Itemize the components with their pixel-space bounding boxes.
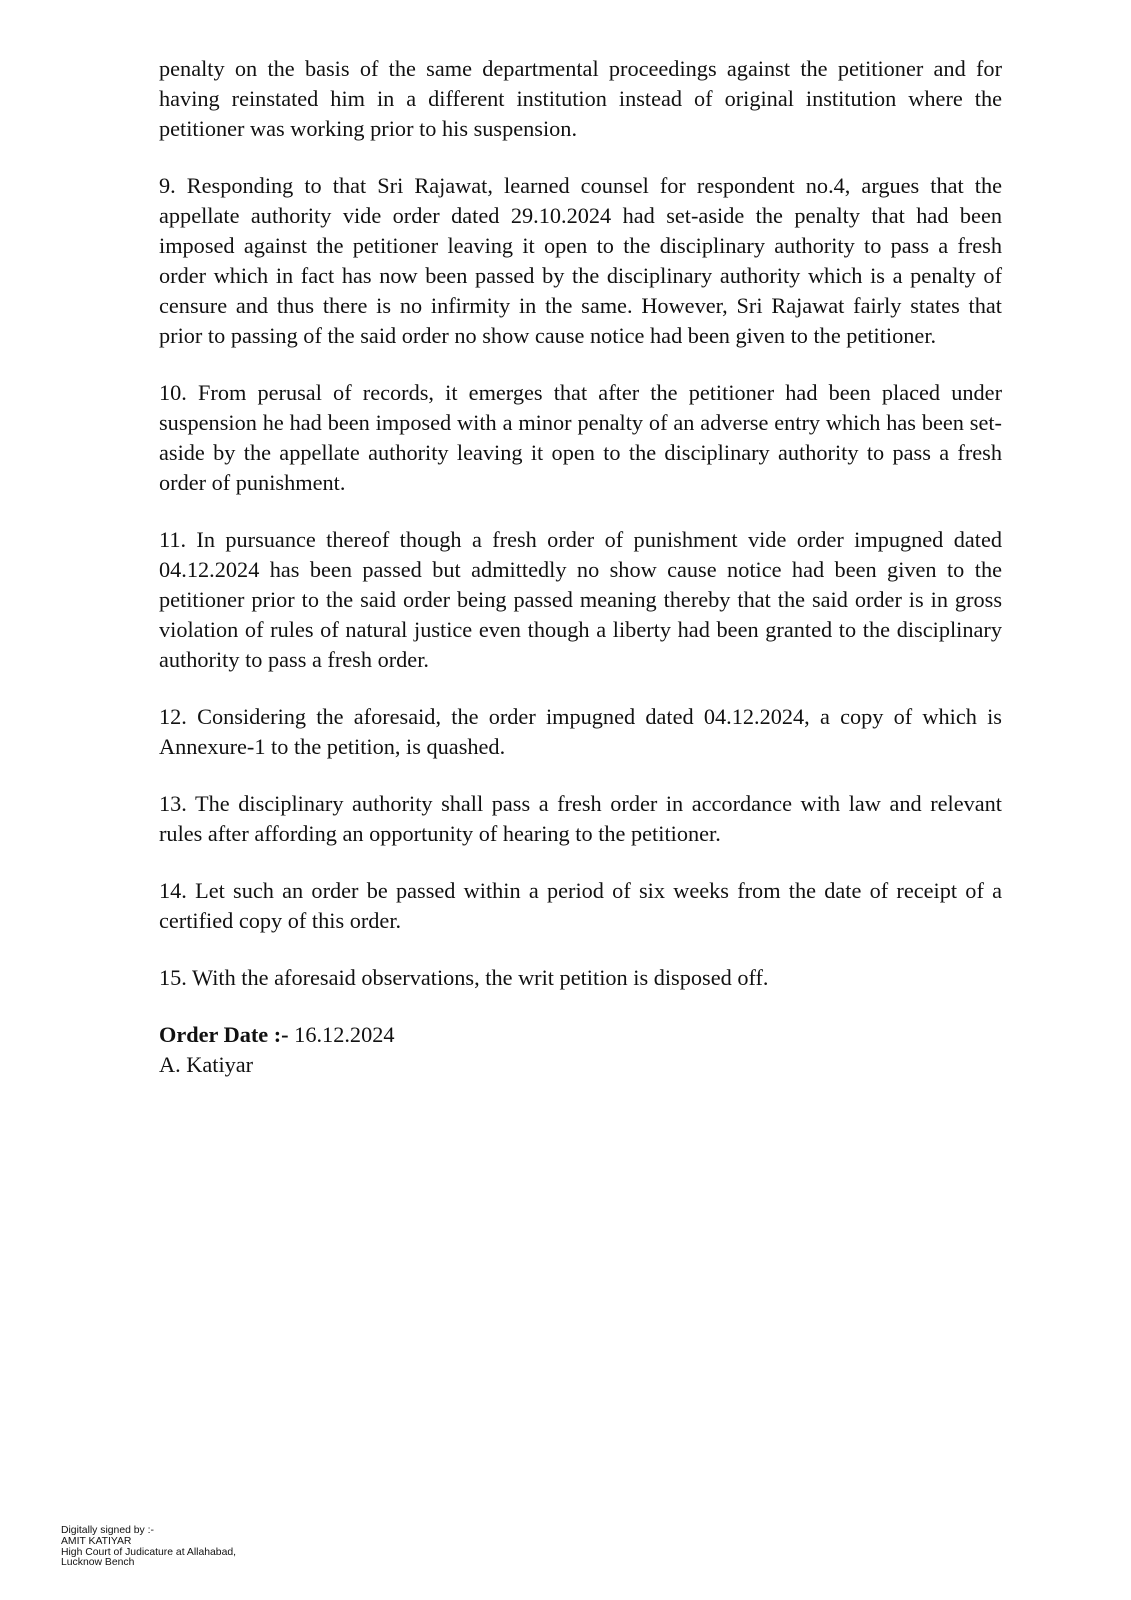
paragraph-9: 9. Responding to that Sri Rajawat, learned counsel for respondent no.4, argues that the appellate authority vide order dated 29.10.2024 had set-aside the penalty that had been imposed against the petitioner leaving it open to the disciplinary authority to pass a fresh order which in fact has now been passed by the disciplinary authority which is a penalty of censure and thus there is no infirmity in the same. However, Sri Rajawat fairly states that prior to passing of the said order no show cause notice had been given to the petitioner. [159, 173, 1002, 348]
order-author: A. Katiyar [159, 1052, 254, 1077]
digital-signature-block [61, 1526, 236, 1569]
paragraph-13: 13. The disciplinary authority shall pass a fresh order in accordance with law and relevant rules after affording an opportunity of hearing to the petitioner. [159, 791, 1002, 846]
order-date-value: 16.12.2024 [288, 1022, 395, 1047]
signature-line-label: Digitally signed by :- [61, 1525, 154, 1536]
order-date-line [159, 1020, 1002, 1050]
order-date-label: Order Date :- [159, 1022, 289, 1047]
order-block [159, 1020, 1002, 1080]
paragraph-15: 15. With the aforesaid observations, the writ petition is disposed off. [159, 965, 769, 990]
document-body [159, 54, 1002, 1080]
paragraph-12: 12. Considering the aforesaid, the order impugned dated 04.12.2024, a copy of which is Annexure-1 to the petition, is quashed. [159, 704, 1002, 759]
paragraph-10: 10. From perusal of records, it emerges that after the petitioner had been placed under suspension he had been imposed with a minor penalty of an adverse entry which has been set-aside by the appellate authority leaving it open to the disciplinary authority to pass a fresh order of punishment. [159, 380, 1002, 495]
signature-line-bench: Lucknow Bench [61, 1557, 135, 1569]
signature-line-name: AMIT KATIYAR [61, 1535, 132, 1547]
paragraph-8-continued: penalty on the basis of the same departmental proceedings against the petitioner and for having reinstated him in a different institution instead of original institution where the petitioner was working prior to his suspension. [159, 56, 1002, 141]
signature-line-court: High Court of Judicature at Allahabad, [61, 1546, 237, 1558]
paragraph-14: 14. Let such an order be passed within a period of six weeks from the date of receipt of a certified copy of this order. [159, 878, 1002, 933]
paragraph-11: 11. In pursuance thereof though a fresh order of punishment vide order impugned dated 04.12.2024 has been passed but admittedly no show cause notice had been given to the petitioner prior to the said order being passed meaning thereby that the said order is in gross violation of rules of natural justice even though a liberty had been granted to the disciplinary authority to pass a fresh order. [159, 527, 1002, 672]
